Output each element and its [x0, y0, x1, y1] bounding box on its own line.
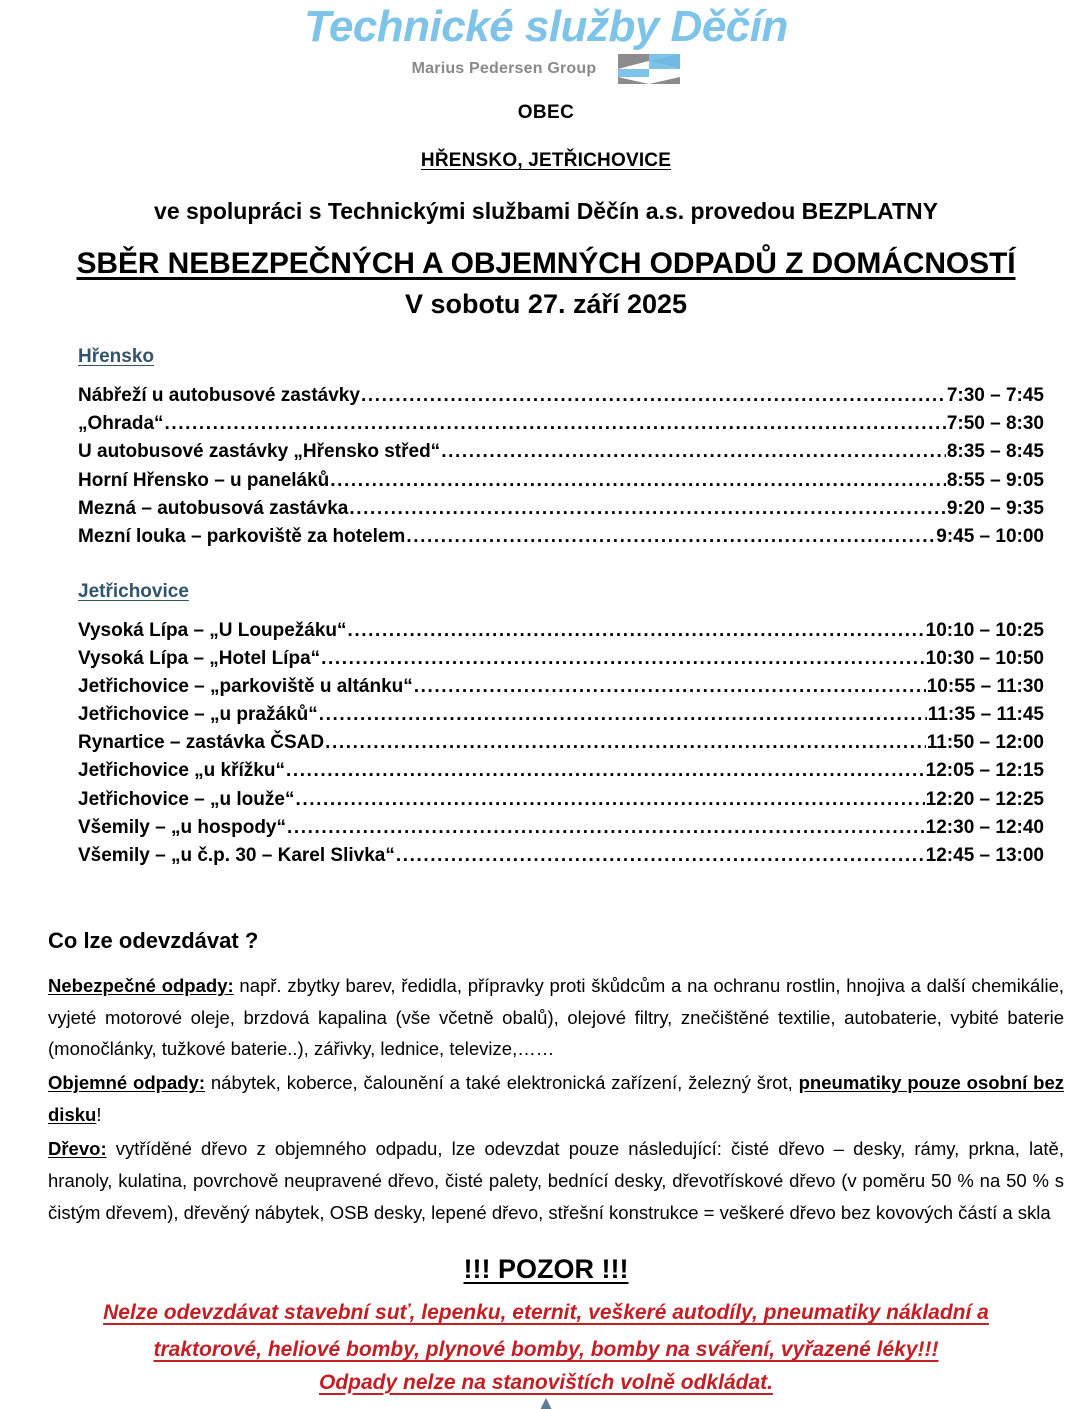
stop-time: 12:45 – 13:00: [925, 844, 1044, 866]
company-name: Technické služby Děčín: [304, 2, 788, 51]
stop-place: Všemily – „u č.p. 30 – Karel Slivka“: [78, 844, 395, 866]
bulky-waste-paragraph: [48, 1067, 1064, 1131]
stop-time: 7:30 – 7:45: [946, 385, 1044, 407]
cooperation-line: ve spolupráci s Technickými službami Děčín a.s. provedou BEZPLATNY: [154, 198, 938, 225]
info-question-heading: Co lze odevzdávat ?: [48, 927, 259, 953]
stop-place: Mezní louka – parkoviště za hotelem: [78, 525, 406, 547]
warning-line-3: Odpady nelze na stanovištích volně odkládat.: [319, 1370, 773, 1394]
group-row: [0, 54, 1092, 84]
schedule-row: [78, 382, 1044, 410]
schedule-row: [78, 757, 1044, 785]
schedule-row: [78, 786, 1044, 814]
brand-header: [0, 0, 1092, 84]
wood-waste-label: Dřevo:: [48, 1137, 107, 1159]
hazardous-waste-text: např. zbytky barev, ředidla, přípravky proti škůdcům a na ochranu rostlin, hnojiva a další chemikálie, vyjeté motorové oleje, brzdová kapalina (vše včetně obalů), olejové filtry, znečištěné textilie, autobaterie, vybité baterie (monočlánky, tužkové baterie..), zářivky, lednice, televize,……: [48, 974, 1064, 1060]
warning-line-2: traktorové, heliové bomby, plynové bomby, bomby na sváření, vyřazené léky!!!: [153, 1338, 939, 1362]
dot-leader: [349, 495, 945, 523]
stop-time: 9:20 – 9:35: [946, 497, 1044, 519]
dot-leader: [286, 757, 925, 785]
stop-time: 7:50 – 8:30: [946, 413, 1044, 435]
dot-leader: [325, 729, 926, 757]
stop-place: Mezná – autobusová zastávka: [78, 497, 349, 519]
stop-time: 10:30 – 10:50: [925, 647, 1044, 669]
collection-date: V sobotu 27. září 2025: [404, 289, 688, 320]
schedule-row: [78, 523, 1044, 551]
stop-time: 10:10 – 10:25: [925, 619, 1044, 641]
dot-leader: [330, 467, 946, 495]
warning-body: [36, 1295, 1056, 1369]
schedule-row: [78, 814, 1044, 842]
dot-leader: [321, 645, 925, 673]
footer-triangle-icon: [539, 1397, 553, 1409]
stop-time: 8:55 – 9:05: [946, 469, 1044, 491]
stop-place: U autobusové zastávky „Hřensko střed“: [78, 441, 441, 463]
schedule-row: [78, 729, 1044, 757]
stop-place: Jetřichovice – „u louže“: [78, 788, 295, 810]
hazardous-waste-label: Nebezpečné odpady:: [48, 974, 234, 996]
schedule-section: [0, 346, 1092, 870]
schedule-row: [78, 617, 1044, 645]
stop-place: Jetřichovice „u křížku“: [78, 760, 285, 782]
dot-leader: [348, 617, 925, 645]
schedule-row: [78, 701, 1044, 729]
stop-time: 12:05 – 12:15: [925, 760, 1044, 782]
bulky-waste-label: Objemné odpady:: [48, 1072, 205, 1094]
wood-waste-text: vytříděné dřevo z objemného odpadu, lze odevzdat pouze následující: čisté dřevo – desky, rámy, prkna, latě, hranoly, kulatina, povrchově neupravené dřevo, čisté palety, bednící desky, dřevotřískové dřevo (v poměru 50 % na 50 % s čistým dřevem), dřevěný nábytek, OSB desky, lepené dřevo, střešní konstrukce = veškeré dřevo bez kovových částí a skla: [48, 1137, 1064, 1223]
page-title: SBĚR NEBEZPEČNÝCH A OBJEMNÝCH ODPADŮ Z DOMÁCNOSTÍ: [76, 247, 1016, 281]
schedule-row: [78, 842, 1044, 870]
stop-time: 9:45 – 10:00: [936, 525, 1044, 547]
schedule-row: [78, 410, 1044, 438]
schedule-group-hrensko: [78, 346, 1044, 551]
schedule-group-jetrichovice: [78, 551, 1044, 870]
wood-waste-paragraph: [48, 1133, 1064, 1228]
schedule-row: [78, 673, 1044, 701]
stop-place: Nábřeží u autobusové zastávky: [78, 385, 360, 407]
stop-place: Jetřichovice – „parkoviště u altánku“: [78, 676, 413, 698]
stop-place: Vysoká Lípa – „Hotel Lípa“: [78, 647, 321, 669]
dot-leader: [165, 410, 946, 438]
obec-label: OBEC: [517, 102, 575, 124]
stop-place: Všemily – „u hospody“: [78, 816, 286, 838]
dot-leader: [414, 673, 926, 701]
schedule-row: [78, 467, 1044, 495]
dot-leader: [396, 842, 925, 870]
stop-place: Horní Hřensko – u paneláků: [78, 469, 330, 491]
dot-leader: [406, 523, 935, 551]
stop-time: 11:35 – 11:45: [927, 704, 1044, 726]
section-heading-jetrichovice: Jetřichovice: [78, 580, 189, 602]
stop-time: 11:50 – 12:00: [926, 732, 1044, 754]
bulky-waste-tail: !: [96, 1104, 102, 1126]
stop-place: „Ohrada“: [78, 413, 164, 435]
warning-section: [0, 1254, 1092, 1409]
stop-place: Vysoká Lípa – „U Loupežáku“: [78, 619, 347, 641]
schedule-row: [78, 495, 1044, 523]
marius-pedersen-logo-icon: [618, 54, 680, 84]
stop-time: 10:55 – 11:30: [926, 676, 1044, 698]
warning-line-1: Nelze odevzdávat stavební suť, lepenku, eternit, veškeré autodíly, pneumatiky nákladní a: [103, 1301, 989, 1325]
title-block: [0, 102, 1092, 320]
schedule-row: [78, 645, 1044, 673]
hazardous-waste-paragraph: [48, 970, 1064, 1065]
schedule-row: [78, 438, 1044, 466]
dot-leader: [319, 701, 927, 729]
stop-time: 12:20 – 12:25: [925, 788, 1044, 810]
dot-leader: [295, 786, 924, 814]
villages-line: HŘENSKO, JETŘICHOVICE: [420, 150, 672, 172]
group-name: Marius Pedersen Group: [411, 60, 597, 78]
stop-place: Jetřichovice – „u pražáků“: [78, 704, 318, 726]
dot-leader: [287, 814, 925, 842]
bulky-waste-emphasis: pneumatiky pouze osobní bez disku: [48, 1072, 1065, 1126]
stop-time: 8:35 – 8:45: [946, 441, 1044, 463]
dot-leader: [441, 438, 946, 466]
info-section: [0, 928, 1092, 1229]
section-heading-hrensko: Hřensko: [78, 346, 155, 368]
stop-place: Rynartice – zastávka ČSAD: [78, 732, 325, 754]
stop-time: 12:30 – 12:40: [925, 816, 1044, 838]
bulky-waste-text: nábytek, koberce, čalounění a také elektronická zařízení, železný šrot,: [205, 1072, 799, 1094]
dot-leader: [361, 382, 946, 410]
warning-title: !!! POZOR !!!: [463, 1254, 629, 1285]
